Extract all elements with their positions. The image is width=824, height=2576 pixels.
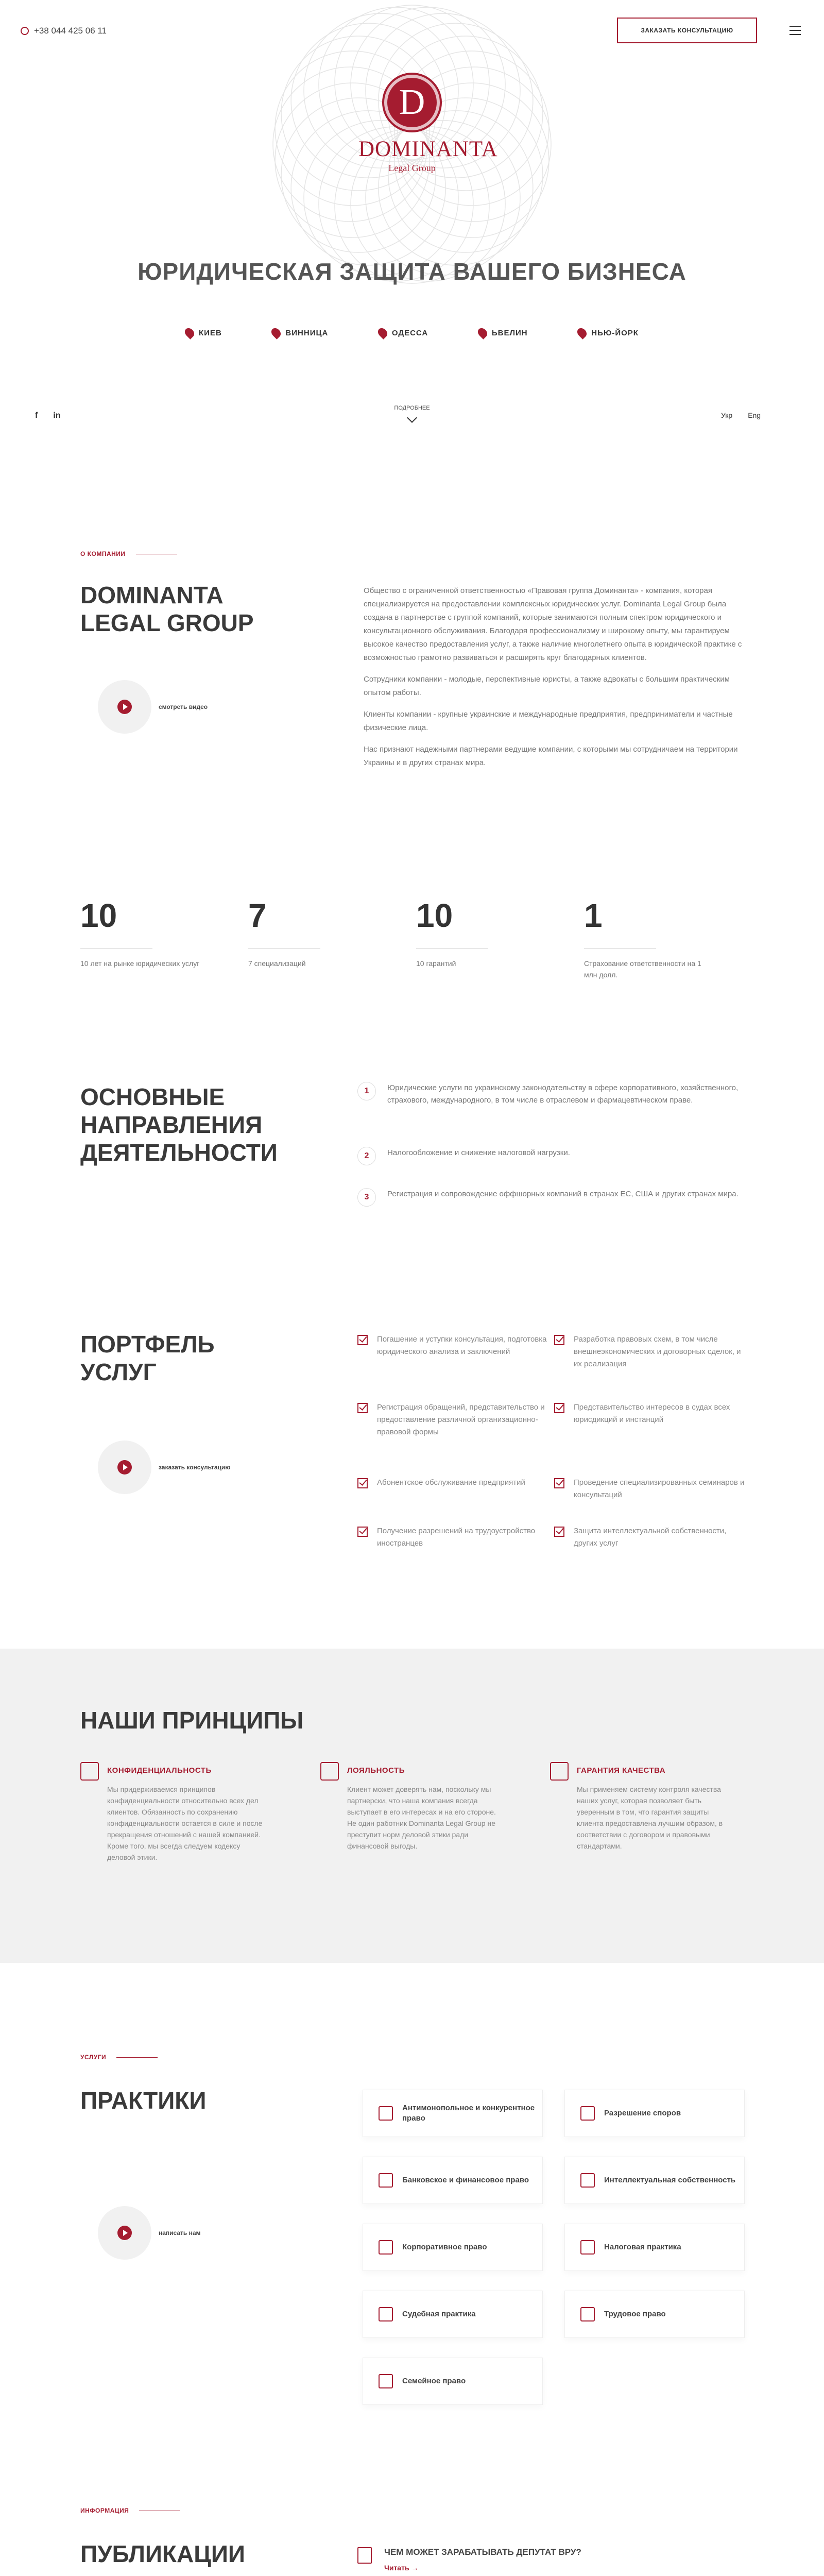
check-icon [357, 1478, 368, 1488]
about-text: Общество с ограниченной ответственностью «Правовая группа Доминанта» - компания, которая специализируется на предоставлении комплексных юридических услуг. Dominanta Legal Group была создана в партнерстве с группой компаний, которые занимаются полным спектром юридического и консультационного обслуживания. Благодаря профессионализму и широкому опыту, мы гарантируем высокое качество предоставления услуг, а также наличие многолетнего опыта в юридической практике с возможностью грамотно развиваться и расширять круг благодарных клиентов. Сотрудники компании - молодые, перспективные юристы, а также адвокаты с большим практическим опытом работы. Клиенты компании - крупные украинские и международные предприятия, предприниматели и частные физические лица. Нас признают надежными партнерами ведущие компании, с которыми мы сотрудничаем на территории Украины и в других странах мира. [364, 586, 742, 767]
logo-name: DOMINANTA [358, 137, 498, 161]
document-icon [357, 2547, 372, 2564]
check-icon [554, 1335, 564, 1345]
court-icon [379, 2307, 393, 2321]
service-item: Разработка правовых схем, в том числе внешнеэкономических и договорных сделок, и их реализация [554, 1333, 750, 1370]
service-item: Абонентское обслуживание предприятий [357, 1477, 553, 1489]
direction-item: 1 Юридические услуги по украинскому законодательству в сфере корпоративного, хозяйственного, страхового, международного, в том числе в отраслевом и фармацевтическом праве. [357, 1082, 749, 1107]
gavel-icon [580, 2106, 595, 2121]
scroll-down[interactable]: ПОДРОБНЕЕ [391, 405, 433, 421]
principle-item: КОНФИДЕНЦИАЛЬНОСТЬ Мы придерживаемся принципов конфиденциальности относительно всех дел клиентов. Обязанность по сохранению конфиденциальности остается в силе и после прекращения отношений с нашей компанией. Кроме того, мы всегда следуем кодексу деловой этики. [80, 1762, 266, 1863]
pin-icon [376, 326, 389, 339]
services-title: ПОРТФЕЛЬ УСЛУГ [80, 1331, 215, 1385]
service-item: Защита интеллектуальной собственности, других услуг [554, 1525, 750, 1550]
pin-icon [183, 326, 196, 339]
linkedin-icon[interactable]: in [53, 411, 61, 420]
read-more-link[interactable]: Читать → [384, 2564, 419, 2572]
principles-title: НАШИ ПРИНЦИПЫ [80, 1707, 304, 1734]
stat-item: 10 10 лет на рынке юридических услуг [80, 897, 200, 968]
video-button[interactable]: смотреть видео [98, 680, 208, 734]
pin-icon [576, 326, 589, 339]
city-item[interactable]: КИЕВ [185, 328, 222, 338]
write-us-button[interactable]: написать нам [98, 2206, 200, 2260]
menu-icon[interactable] [789, 26, 801, 38]
principle-item: ГАРАНТИЯ КАЧЕСТВА Мы применяем систему контроля качества наших услуг, которая позволяет быть уверенным в том, что гарантия защиты клиента предоставлена лучшим образом, в соответствии с договором и правовыми стандартами. [550, 1762, 735, 1852]
practice-card[interactable]: Семейное право [363, 2358, 543, 2405]
service-item: Получение разрешений на трудоустройство иностранцев [357, 1525, 553, 1550]
service-item: Проведение специализированных семинаров и консультаций [554, 1477, 750, 1501]
service-item: Регистрация обращений, представительство и предоставление различной организационно-правовой формы [357, 1401, 553, 1438]
practices-title: ПРАКТИКИ [80, 2087, 207, 2114]
consultation-button[interactable]: ЗАКАЗАТЬ КОНСУЛЬТАЦИЮ [617, 18, 757, 43]
city-item[interactable]: ОДЕССА [379, 328, 428, 338]
stat-item: 1 Страхование ответственности на 1 млн долл. [584, 897, 701, 979]
practice-card[interactable]: Судебная практика [363, 2291, 543, 2338]
handshake-icon [320, 1762, 339, 1781]
briefcase-icon [379, 2240, 393, 2255]
logo-sub: Legal Group [388, 163, 436, 173]
city-item[interactable]: ЬВЕЛИН [478, 328, 528, 338]
directions-title: ОСНОВНЫЕ НАПРАВЛЕНИЯ ДЕЯТЕЛЬНОСТИ [80, 1083, 278, 1166]
city-item[interactable]: ВИННИЦА [272, 328, 328, 338]
lang-eng[interactable]: Eng [748, 411, 761, 419]
practice-card[interactable]: Разрешение споров [564, 2090, 745, 2137]
publications-title: ПУБЛИКАЦИИ [80, 2540, 245, 2567]
play-icon [117, 700, 132, 714]
stat-item: 10 10 гарантий [416, 896, 545, 969]
chevron-down-icon [407, 413, 417, 423]
language-switch [721, 411, 761, 419]
practice-card[interactable]: Трудовое право [564, 2291, 745, 2338]
hero-title: ЮРИДИЧЕСКАЯ ЗАЩИТА ВАШЕГО БИЗНЕСА [138, 258, 686, 285]
award-icon [550, 1762, 569, 1781]
worker-icon [580, 2307, 595, 2321]
hero-social [35, 411, 61, 420]
city-item[interactable]: НЬЮ-ЙОРК [578, 328, 639, 338]
practice-card[interactable]: Антимонопольное и конкурентное право [363, 2090, 543, 2137]
about-title: DOMINANTA LEGAL GROUP [80, 582, 254, 636]
stat-item: 7 7 специализаций [248, 896, 377, 969]
lightbulb-icon [580, 2173, 595, 2188]
principle-item: ЛОЯЛЬНОСТЬ Клиент может доверять нам, поскольку мы партнерски, что наша компания всегда выступает в его интересах и на его стороне. Не один работник Dominanta Legal Group не преступит норм деловой этики ради финансовой выгоды. [320, 1762, 506, 1852]
principles-section [0, 1649, 824, 1963]
header-phone[interactable]: +38 044 425 06 11 [21, 26, 107, 36]
check-icon [357, 1527, 368, 1537]
tax-icon [580, 2240, 595, 2255]
hero [0, 0, 824, 459]
pin-icon [270, 326, 283, 339]
pen-icon [117, 2226, 132, 2240]
direction-item: 2 Налогообложение и снижение налоговой нагрузки. [357, 1147, 749, 1165]
publication-item[interactable]: ЧЕМ МОЖЕТ ЗАРАБАТЫВАТЬ ДЕПУТАТ ВРУ? Читать → [357, 2547, 749, 2572]
lang-ukr[interactable]: Укр [721, 411, 733, 419]
check-icon [554, 1478, 564, 1488]
practice-card[interactable]: Интеллектуальная собственность [564, 2157, 745, 2204]
pin-icon [476, 326, 489, 339]
top-bar [0, 0, 824, 62]
scales-icon [379, 2106, 393, 2121]
practice-card[interactable]: Банковское и финансовое право [363, 2157, 543, 2204]
lock-icon [80, 1762, 99, 1781]
logo[interactable] [358, 75, 498, 174]
publications-eyebrow: ИНФОРМАЦИЯ [80, 2507, 180, 2514]
city-list [185, 328, 639, 338]
practice-card[interactable]: Корпоративное право [363, 2224, 543, 2271]
direction-item: 3 Регистрация и сопровождение оффшорных компаний в странах ЕС, США и других странах мира. [357, 1188, 749, 1207]
check-icon [357, 1335, 368, 1345]
consult-button[interactable]: заказать консультацию [98, 1440, 231, 1494]
check-icon [357, 1403, 368, 1413]
logo-emblem: D [384, 75, 440, 130]
check-icon [554, 1527, 564, 1537]
facebook-icon[interactable]: f [35, 411, 38, 420]
phone-icon [117, 1460, 132, 1475]
practice-card[interactable]: Налоговая практика [564, 2224, 745, 2271]
bank-icon [379, 2173, 393, 2188]
about-eyebrow: О КОМПАНИИ [80, 550, 177, 557]
service-item: Погашение и уступки консультация, подготовка юридического анализа и заключений [357, 1333, 553, 1358]
phone-icon [21, 27, 29, 35]
family-icon [379, 2374, 393, 2388]
service-item: Представительство интересов в судах всех юрисдикций и инстанций [554, 1401, 750, 1426]
check-icon [554, 1403, 564, 1413]
play-icon-wrap [98, 680, 151, 734]
practices-eyebrow: УСЛУГИ [80, 2054, 158, 2061]
